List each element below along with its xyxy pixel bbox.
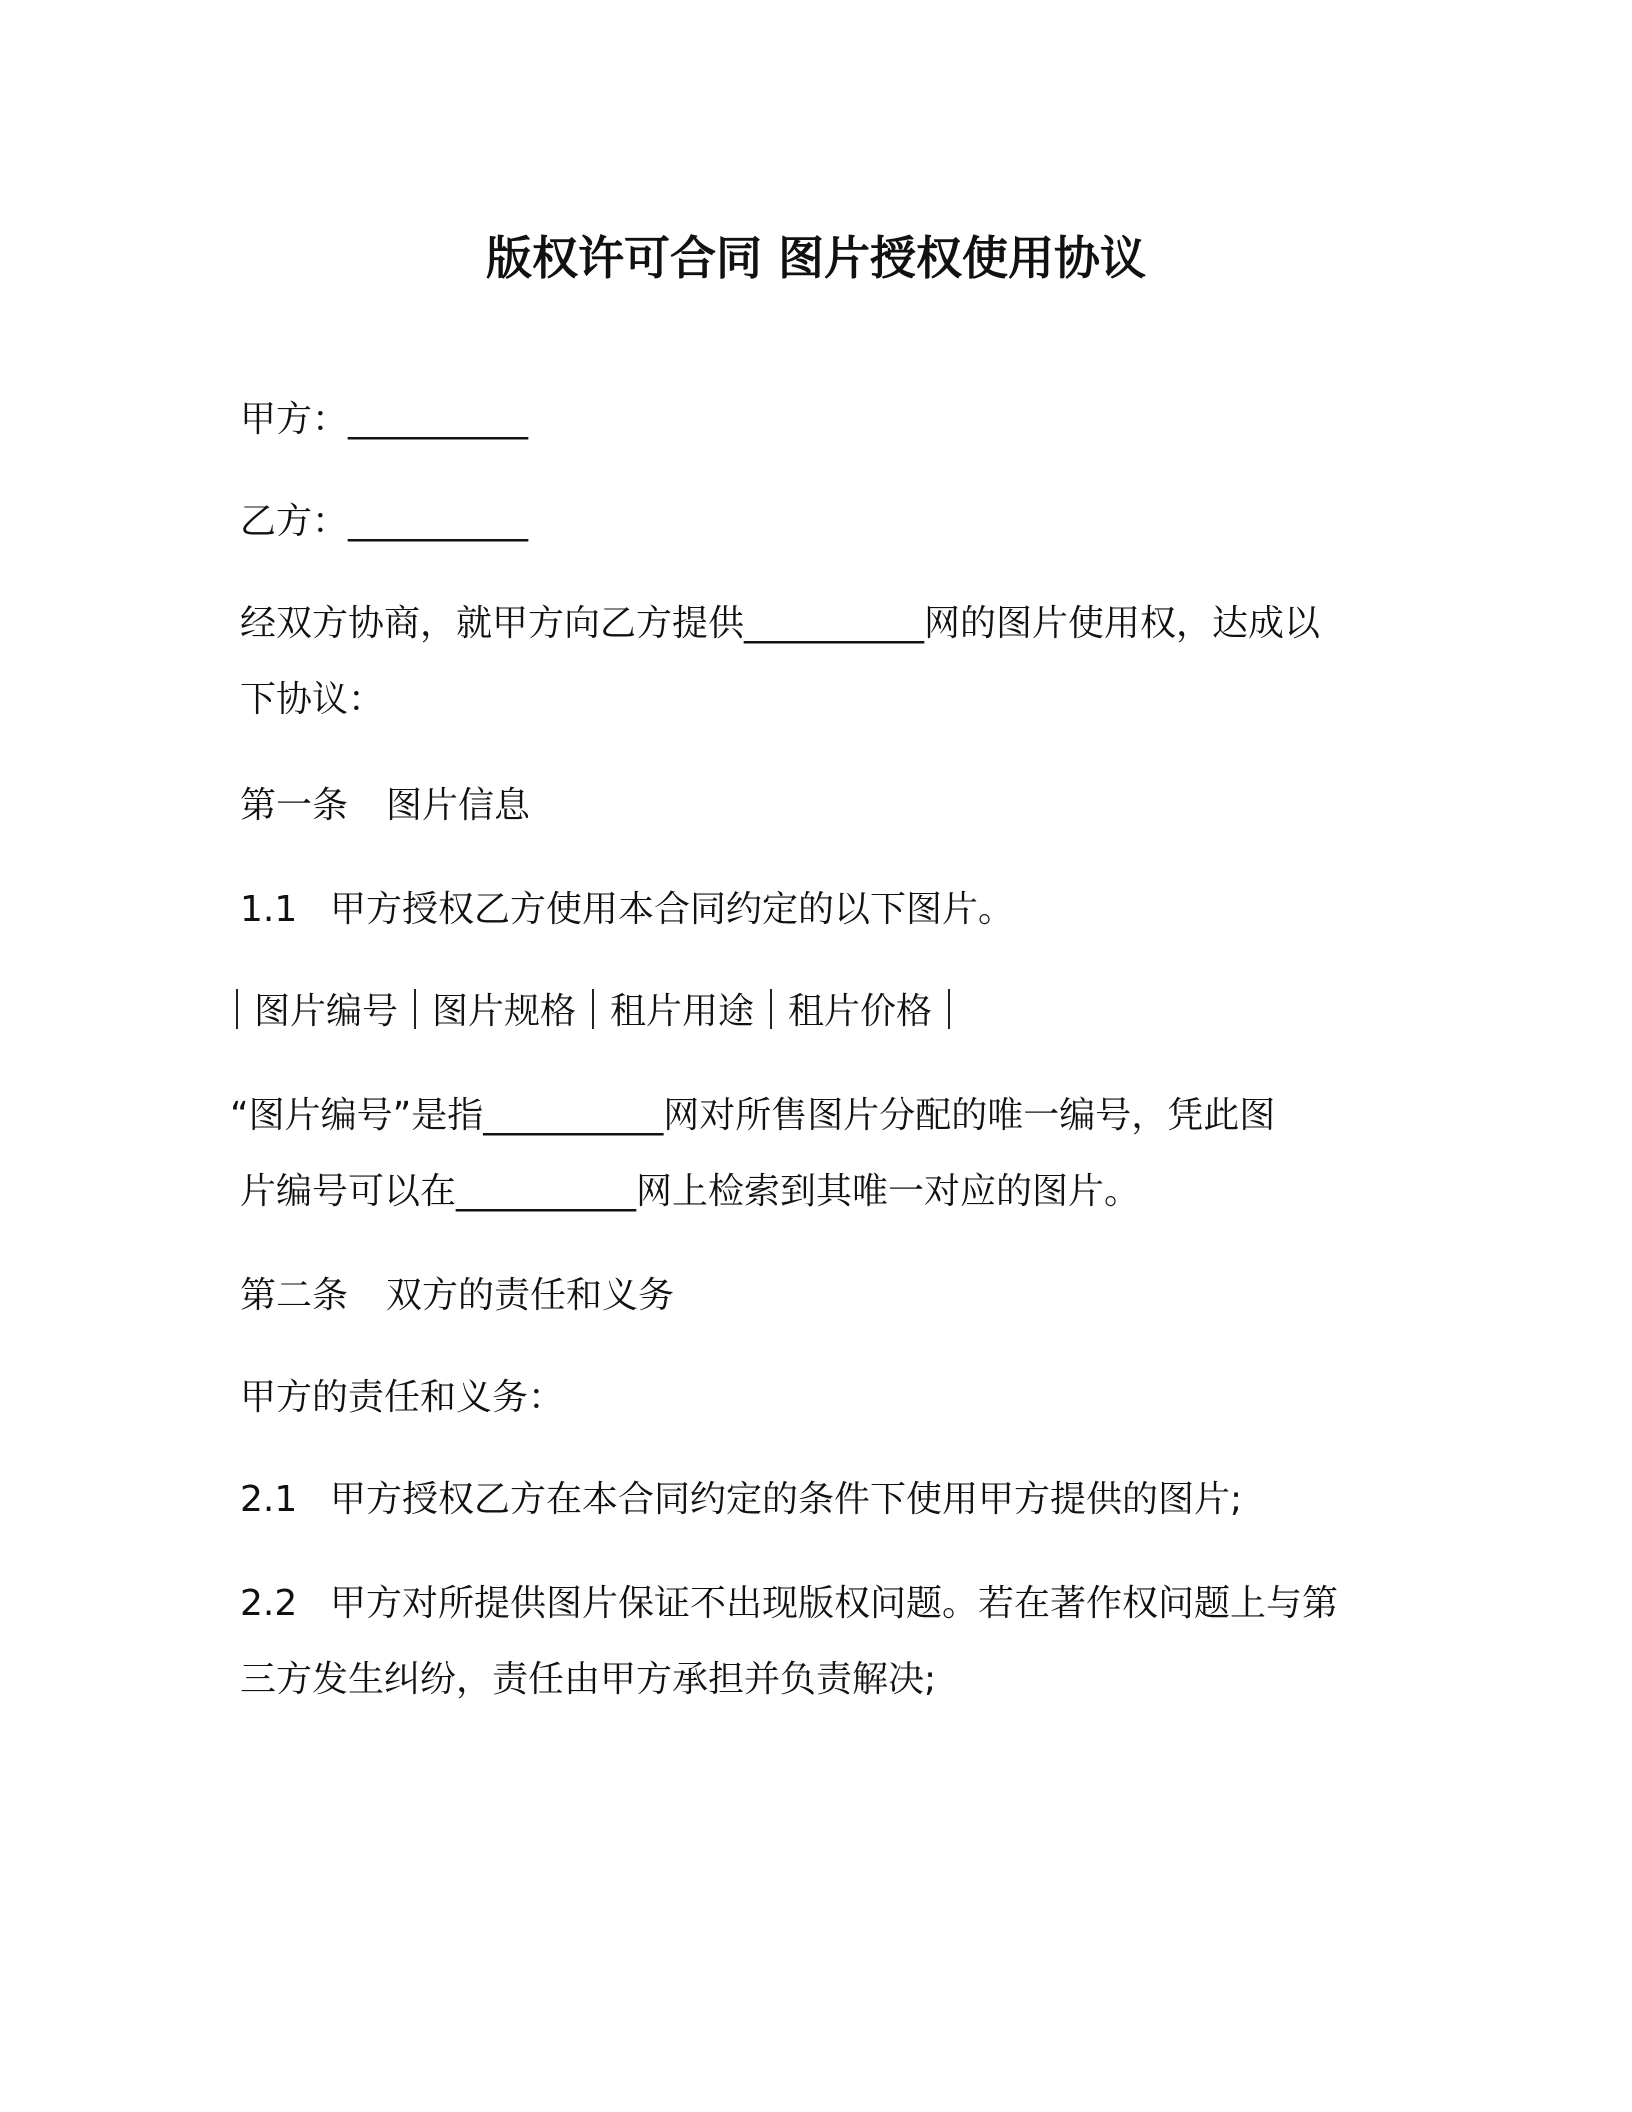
table-divider [592,989,594,1029]
clause-2-1 [240,1476,1242,1524]
article-title: 图片信息 [386,785,531,826]
definition-line1: “图片编号”是指__________网对所售图片分配的唯一编号，凭此图 [230,1095,1276,1136]
table-header-cell: 图片编号 [254,991,399,1032]
definition-line2: 片编号可以在__________网上检索到其唯一对应的图片。 [240,1171,1141,1212]
intro-paragraph-line1: 经双方协商，就甲方向乙方提供__________网的图片使用权，达成以 [240,603,1321,644]
clause-2-2 [240,1580,1338,1628]
clause-number: 2.2 [240,1583,298,1624]
table-divider [948,989,950,1029]
clause-2-2-continued: 三方发生纠纷，责任由甲方承担并负责解决; [240,1659,937,1700]
party-a-line: 甲方：__________ [240,399,529,440]
party-b-line: 乙方：__________ [240,501,529,542]
table-divider [236,989,238,1029]
document-title: 版权许可合同 图片授权使用协议 [485,231,1146,285]
article-label: 第一条 [240,785,349,826]
clause-number: 2.1 [240,1479,298,1520]
article2-heading [240,1272,674,1320]
table-header-cell: 租片用途 [610,991,755,1032]
party-a-duties-heading: 甲方的责任和义务： [240,1377,565,1418]
table-header-cell: 租片价格 [788,991,933,1032]
article1-heading [240,782,530,830]
clause-number: 1.1 [240,889,298,930]
clause-text: 甲方授权乙方在本合同约定的条件下使用甲方提供的图片; [330,1479,1243,1520]
picture-info-table-header [236,988,966,1036]
clause-text: 甲方授权乙方使用本合同约定的以下图片。 [330,889,1015,930]
table-divider [414,989,416,1029]
table-header-cell: 图片规格 [432,991,577,1032]
intro-paragraph-line2: 下协议： [240,679,385,720]
clause-text: 甲方对所提供图片保证不出现版权问题。若在著作权问题上与第 [330,1583,1339,1624]
article-title: 双方的责任和义务 [386,1275,675,1316]
table-divider [770,989,772,1029]
clause-1-1 [240,886,1014,934]
article-label: 第二条 [240,1275,349,1316]
